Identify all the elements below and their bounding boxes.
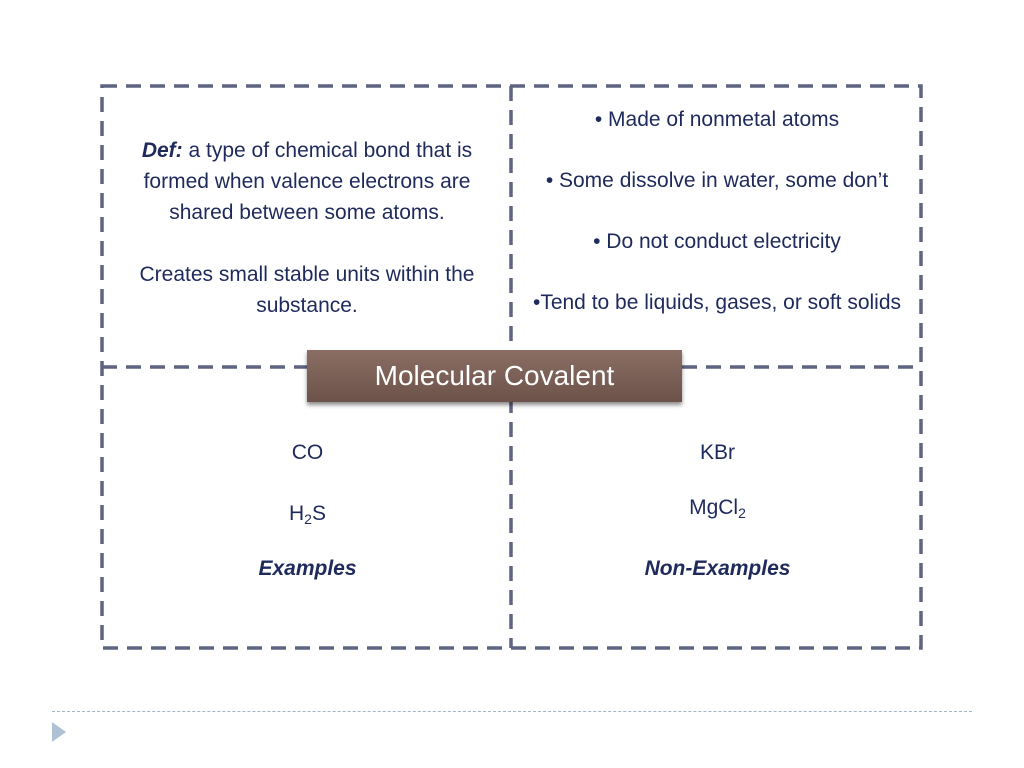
definition-text: a type of chemical bond that is formed when valence electrons are shared between some atoms. xyxy=(143,139,473,224)
characteristics-cell xyxy=(518,104,916,318)
examples-cell xyxy=(205,437,410,584)
characteristic-item: • Some dissolve in water, some don’t xyxy=(545,169,889,192)
non-example-item-mgcl2: MgCl$_2$ xyxy=(689,496,746,521)
play-triangle-icon xyxy=(52,722,66,742)
definition-extra: Creates small stable units within the substance. xyxy=(139,263,475,317)
definition-cell xyxy=(112,135,502,321)
definition-label: Def: xyxy=(141,139,183,162)
example-item-h2s: $H_2S$ xyxy=(289,502,326,527)
example-item-co: CO xyxy=(291,441,324,464)
non-example-item-kbr: KBr xyxy=(699,441,735,464)
center-title: Molecular Covalent xyxy=(374,360,615,391)
examples-heading: Examples xyxy=(258,557,357,580)
characteristic-item: • Made of nonmetal atoms xyxy=(594,108,840,131)
characteristic-item: • Do not conduct electricity xyxy=(593,230,841,253)
footer-divider xyxy=(52,711,972,712)
center-title-box xyxy=(307,350,682,402)
non-examples-cell xyxy=(600,437,835,584)
non-examples-heading: Non-Examples xyxy=(644,557,791,580)
definition-paragraph xyxy=(112,135,502,228)
characteristic-item: •Tend to be liquids, gases, or soft solids xyxy=(532,291,902,314)
